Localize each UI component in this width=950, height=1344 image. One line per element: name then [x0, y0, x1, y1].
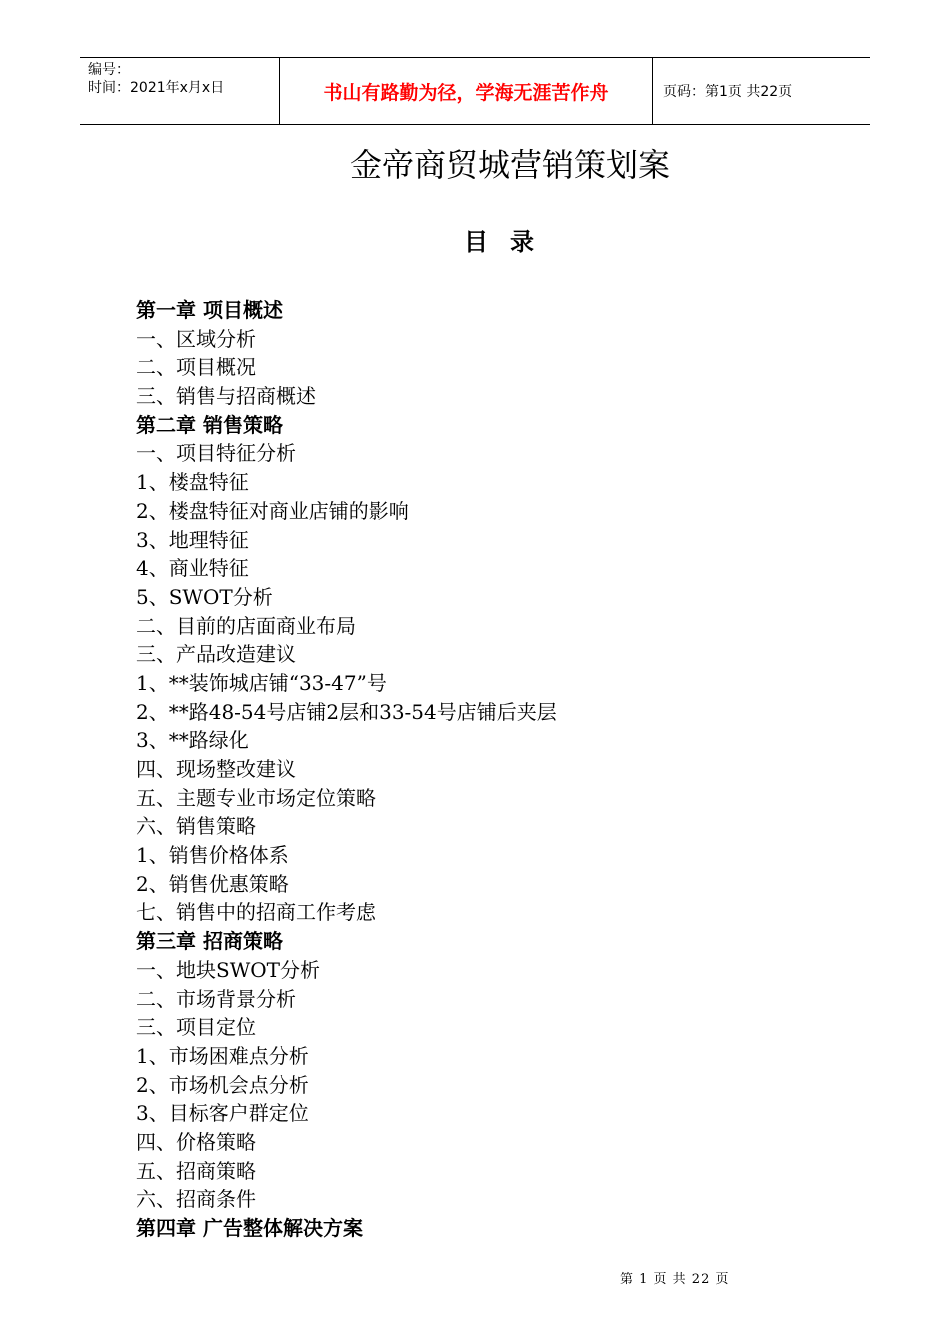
toc-entry: 1、**装饰城店铺“33-47”号 — [136, 670, 387, 695]
toc-entry: 1、销售价格体系 — [136, 843, 289, 868]
toc-entry: 3、目标客户群定位 — [136, 1101, 309, 1126]
toc-entry: 2、市场机会点分析 — [136, 1072, 309, 1097]
toc-entry: 5、SWOT分析 — [136, 584, 273, 609]
toc-entry: 五、招商策略 — [136, 1158, 256, 1183]
toc-entry: 三、销售与招商概述 — [136, 384, 316, 409]
toc-entry: 1、市场困难点分析 — [136, 1043, 309, 1068]
toc-chapter-heading: 第四章 广告整体解决方案 — [136, 1216, 363, 1240]
header-meta — [80, 58, 280, 124]
toc-entry: 1、楼盘特征 — [136, 470, 249, 495]
page-footer: 第 1 页 共 22 页 — [620, 1272, 730, 1287]
toc-entry: 一、地块SWOT分析 — [136, 957, 320, 982]
toc-entry: 二、项目概况 — [136, 355, 256, 380]
toc-entry: 六、招商条件 — [136, 1187, 256, 1212]
toc-chapter-heading: 第一章 项目概述 — [136, 298, 283, 322]
toc-entry: 四、现场整改建议 — [136, 757, 296, 781]
toc-entry: 五、主题专业市场定位策略 — [136, 785, 376, 810]
header-motto: 书山有路勤为径，学海无涯苦作舟 — [280, 58, 653, 124]
table-of-contents — [136, 296, 557, 1243]
toc-entry: 一、区域分析 — [136, 326, 256, 351]
page-header — [80, 57, 870, 125]
toc-entry: 三、项目定位 — [136, 1015, 256, 1040]
document-time-label: 时间：2021年x月x日 — [88, 80, 225, 96]
toc-entry: 二、目前的店面商业布局 — [136, 613, 356, 638]
document-title: 金帝商贸城营销策划案 — [349, 146, 670, 184]
toc-entry: 四、价格策略 — [136, 1129, 256, 1154]
toc-entry: 二、市场背景分析 — [136, 986, 296, 1011]
toc-chapter-heading: 第三章 招商策略 — [136, 929, 283, 954]
toc-entry: 4、商业特征 — [136, 556, 249, 581]
toc-heading: 目录 — [464, 228, 556, 256]
toc-entry: 三、产品改造建议 — [136, 642, 296, 667]
toc-entry: 2、销售优惠策略 — [136, 871, 289, 896]
toc-entry: 2、楼盘特征对商业店铺的影响 — [136, 498, 409, 523]
header-page-info: 页码：第1页 共22页 — [663, 84, 793, 100]
toc-entry: 3、地理特征 — [136, 527, 249, 552]
toc-entry: 七、销售中的招商工作考虑 — [136, 900, 376, 925]
toc-entry: 3、**路绿化 — [136, 728, 249, 753]
toc-entry: 六、销售策略 — [136, 814, 256, 839]
toc-chapter-heading: 第二章 销售策略 — [136, 412, 283, 437]
document-number-label: 编号： — [88, 62, 130, 78]
toc-entry: 一、项目特征分析 — [136, 441, 296, 466]
toc-entry: 2、**路48-54号店铺2层和33-54号店铺后夹层 — [136, 699, 557, 724]
